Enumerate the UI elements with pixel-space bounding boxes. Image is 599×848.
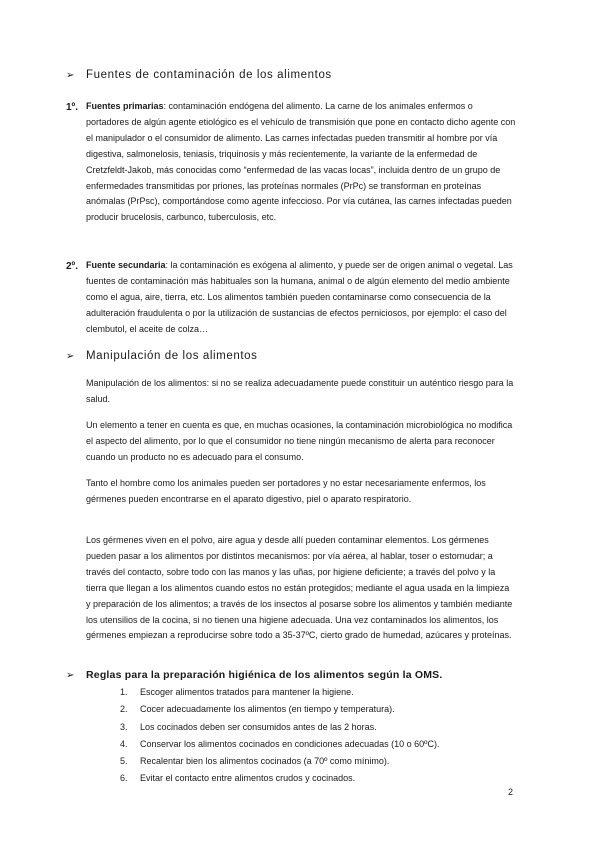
- item-number-1: 1º.: [66, 102, 78, 113]
- section-heading-sources: Fuentes de contaminación de los alimentos: [86, 69, 332, 81]
- primary-sources-text: : contaminación endógena del alimento. La carne de los animales enfermos o portadores de algún agente etiológico es el vehículo de transmisión que pone en contacto dicho agente con el manipulador o el consumidor de alimento. Las carnes infectadas pueden transmitir al hombre por vía digestiva, salmonelosis, teniasis, triquinosis y más recientemente, la variante de la enfermedad de Cretzfeldt-Jakob, más conocidas como “enfermedad de las vacas locas”, incluida dentro de un grupo de enfermedades transmitidas por priones, las proteínas normales (PrPc) se transforman en proteínas anómalas (PrPsc), comportándose como agente infeccioso. Por vía cutánea, las carnes infectadas pueden producir brucelosis, carbunco, tuberculosis, etc.: [86, 101, 516, 223]
- list-item: 4. Conservar los alimentos cocinados en condiciones adecuadas (10 o 60ºC).: [120, 738, 440, 749]
- list-item: 1. Escoger alimentos tratados para mantener la higiene.: [120, 687, 354, 697]
- item-number-2: 2º.: [66, 261, 78, 272]
- bullet-arrow-icon: ➢: [66, 670, 75, 681]
- list-item: 6. Evitar el contacto entre alimentos crudos y cocinados.: [120, 773, 356, 784]
- list-item: 2. Cocer adecuadamente los alimentos (en tiempo y temperatura).: [120, 704, 395, 715]
- manipulation-paragraph-1: Manipulación de los alimentos: si no se realiza adecuadamente puede constituir un auténtico riesgo para la salud.: [86, 378, 514, 404]
- secondary-source-text: : la contaminación es exógena al alimento, y puede ser de origen animal o vegetal. Las fuentes de contaminación más habituales son la humana, animal o de algún elemento del medio ambiente como el agua, aire, tierra, etc. Los alimentos también pueden contaminarse como consecuencia de la adulteración fraudulenta o por la utilización de sustancias de efectos perniciosos, por ejemplo: el caso del clembutol, el aceite de colza…: [86, 260, 513, 334]
- section-heading-who-rules: Reglas para la preparación higiénica de los alimentos según la OMS.: [86, 669, 443, 681]
- bullet-arrow-icon: ➢: [66, 351, 75, 362]
- manipulation-paragraph-3: Tanto el hombre como los animales pueden ser portadores y no estar necesariamente enfermos, los gérmenes pueden encontrarse en el aparato digestivo, piel o aparato respiratorio.: [86, 478, 486, 504]
- rules-list: [120, 684, 439, 788]
- bullet-arrow-icon: ➢: [66, 70, 75, 81]
- primary-sources-paragraph: [86, 99, 516, 226]
- list-item: 3. Los cocinados deben ser consumidos antes de las 2 horas.: [120, 721, 377, 732]
- primary-sources-label: Fuentes primarias: [86, 101, 164, 111]
- secondary-source-paragraph: [86, 258, 516, 338]
- list-item: 5. Recalentar bien los alimentos cocinados (a 70º como mínimo).: [120, 756, 390, 767]
- manipulation-paragraph-4: Los gérmenes viven en el polvo, aire agua y desde allí pueden contaminar elementos. Los gérmenes pueden pasar a los alimentos por distintos mecanismos: por vía aérea, al hablar, toser o estornudar; a través del contacto, sobre todo con las manos y las uñas, por higiene deficiente; a través del polvo y la tierra que llegan a los alimentos cuando estos no están protegidos; mediante el agua usada en la limpieza y preparación de los alimentos; a través de los insectos al posarse sobre los alimentos y también mediante los utensilios de la cocina, si no tienen una higiene adecuada. Una vez contaminados los alimentos, los gérmenes empiezan a reproducirse sobre todo a 35-37ºC, cierto grado de humedad, azúcares y proteínas.: [86, 535, 513, 641]
- page-number: 2: [508, 787, 514, 797]
- secondary-source-label: Fuente secundaria: [86, 260, 166, 270]
- section-heading-manipulation: Manipulación de los alimentos: [86, 350, 258, 362]
- manipulation-paragraph-2: Un elemento a tener en cuenta es que, en muchas ocasiones, la contaminación microbiológica no modifica el aspecto del alimento, por lo que el consumidor no tiene ningún mecanismo de alerta para reconocer cuando un producto no es adecuado para el consumo.: [86, 420, 513, 462]
